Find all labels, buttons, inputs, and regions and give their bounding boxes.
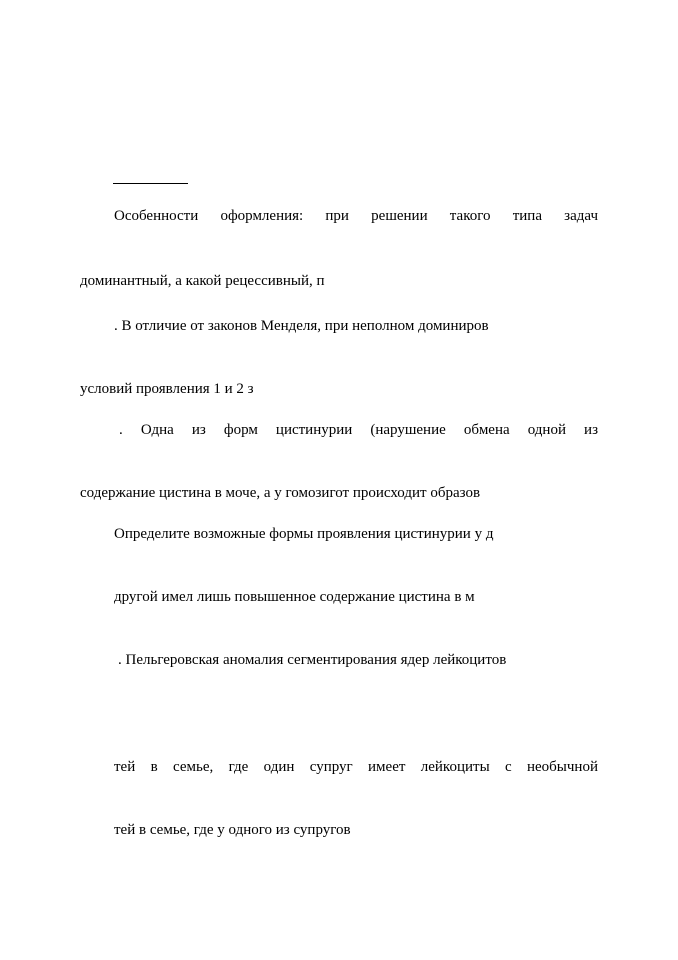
- text-line-5: . Одна из форм цистинурии (нарушение обмена одной из: [119, 422, 598, 438]
- text-line-7: Определите возможные формы проявления цистинурии у д: [114, 526, 494, 542]
- text-line-10: тей в семье, где один супруг имеет лейкоциты с необычной: [114, 759, 598, 775]
- text-line-6: содержание цистина в моче, а у гомозигот происходит образов: [80, 485, 481, 501]
- text-line-1: Особенности оформления: при решении такого типа задач: [114, 208, 598, 224]
- text-line-3: . В отличие от законов Менделя, при неполном доминиров: [114, 318, 489, 334]
- text-line-4: условий проявления 1 и 2 з: [80, 381, 254, 397]
- text-line-2: доминантный, а какой рецессивный, п: [80, 273, 325, 289]
- text-line-8: другой имел лишь повышенное содержание цистина в м: [114, 589, 475, 605]
- footnote-separator-line: [113, 183, 188, 184]
- text-line-9: . Пельгеровская аномалия сегментирования ядер лейкоцитов: [118, 652, 507, 668]
- text-line-11: тей в семье, где у одного из супругов: [114, 822, 351, 838]
